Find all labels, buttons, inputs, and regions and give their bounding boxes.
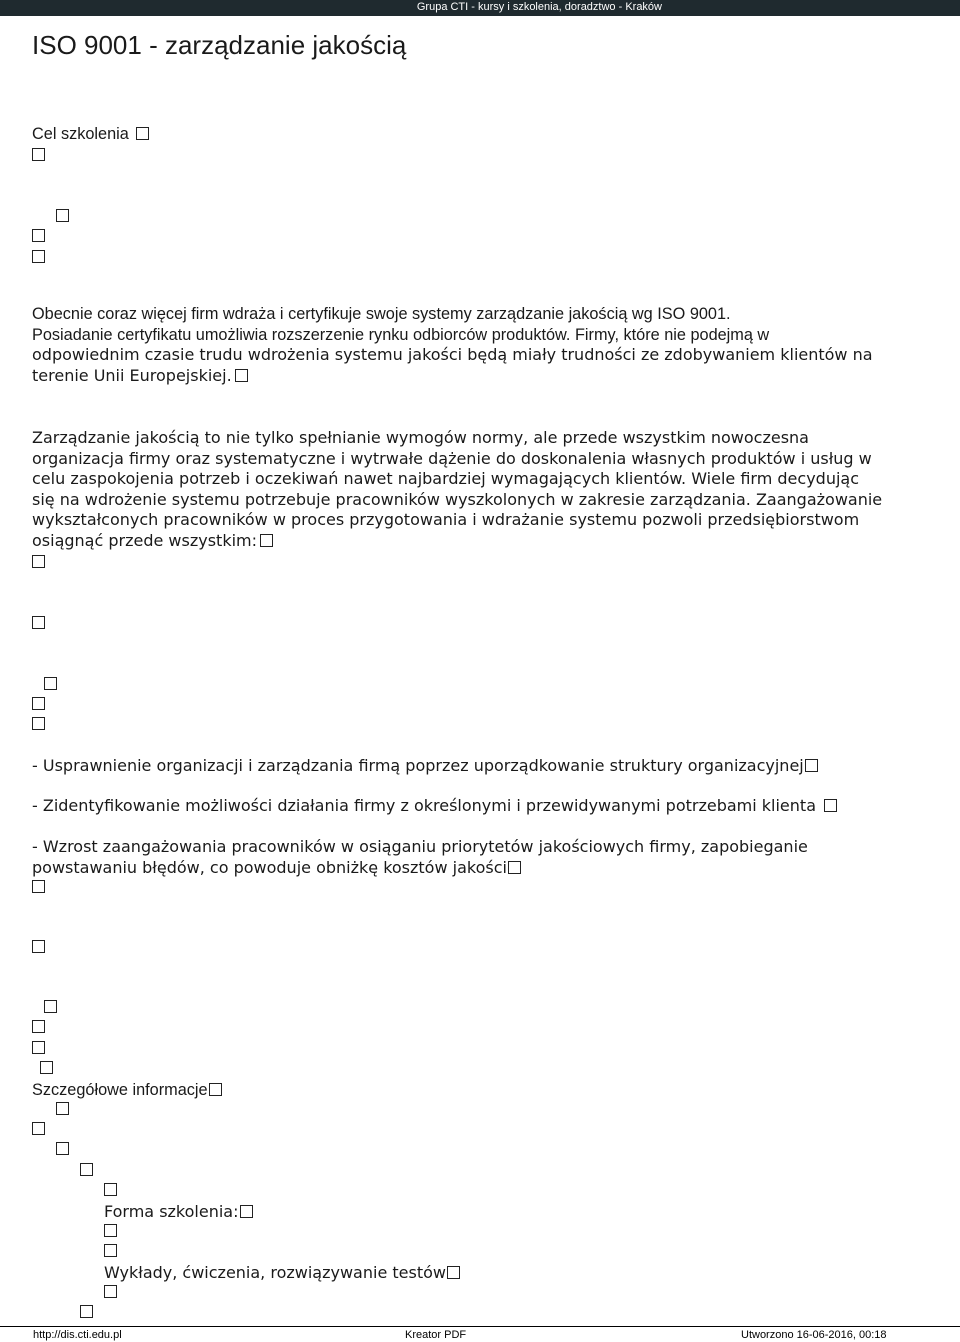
form-label-row	[104, 1202, 253, 1222]
missing-glyph-box-icon	[136, 127, 149, 140]
missing-glyph-box-icon	[40, 1061, 53, 1074]
paragraph-line-last	[32, 366, 932, 387]
form-label-text: Forma szkolenia:	[104, 1202, 239, 1221]
missing-glyph-box-icon	[32, 148, 45, 161]
paragraph-line: Posiadanie certyfikatu umożliwia rozszerzenie rynku odbiorców produktów. Firmy, które nie podejmą w	[32, 325, 770, 344]
header-org-text: Grupa CTI - kursy i szkolenia, doradztwo - Kraków	[416, 1, 662, 13]
paragraph-line: Obecnie coraz więcej firm wdraża i certyfikuje swoje systemy zarządzanie jakością wg ISO 9001.	[32, 305, 731, 323]
missing-glyph-box-icon	[80, 1305, 93, 1318]
page-title: ISO 9001 - zarządzanie jakością	[32, 30, 407, 60]
benefit-item-continued	[32, 858, 521, 878]
paragraph-line: Zarządzanie jakością to nie tylko spełnianie wymogów normy, ale przede wszystkim nowoczesna	[32, 428, 809, 447]
missing-glyph-box-icon	[240, 1205, 253, 1218]
form-value-row	[104, 1263, 460, 1283]
missing-glyph-box-icon	[80, 1163, 93, 1176]
missing-glyph-box-icon	[235, 369, 248, 382]
missing-glyph-box-icon	[44, 1000, 57, 1013]
missing-glyph-box-icon	[209, 1083, 222, 1096]
missing-glyph-box-icon	[32, 229, 45, 242]
paragraph-line: organizacja firmy oraz systematyczne i wytrwałe dążenie do doskonalenia własnych produktów i usług w	[32, 448, 872, 468]
paragraph-line: się na wdrożenie systemu potrzebuje pracowników wyszkolonych w zakresie zarządzania. Zaangażowanie	[32, 489, 883, 509]
missing-glyph-box-icon	[32, 1020, 45, 1033]
missing-glyph-box-icon	[56, 1142, 69, 1155]
missing-glyph-box-icon	[56, 1102, 69, 1115]
missing-glyph-box-icon	[56, 209, 69, 222]
missing-glyph-box-icon	[32, 717, 45, 730]
missing-glyph-box-icon	[32, 555, 45, 568]
benefit-text: - Zidentyfikowanie możliwości działania firmy z określonymi i przewidywanymi potrzebami klienta	[32, 796, 822, 815]
missing-glyph-box-icon	[32, 1041, 45, 1054]
intro-paragraph	[32, 304, 932, 386]
section-goal-heading	[32, 124, 149, 144]
missing-glyph-box-icon	[104, 1244, 117, 1257]
paragraph-text: osiągnąć przede wszystkim:	[32, 530, 258, 550]
quality-paragraph	[32, 428, 932, 551]
paragraph-line: wykształconych pracowników w proces przygotowania i wdrażanie systemu pozwoli przedsiębiorstwom	[32, 510, 860, 529]
benefit-text: - Wzrost zaangażowania pracowników w osiąganiu priorytetów jakościowych firmy, zapobieganie	[32, 837, 808, 856]
section-goal-label: Cel szkolenia	[32, 125, 129, 143]
benefit-text: powstawaniu błędów, co powoduje obniżkę kosztów jakości	[32, 858, 507, 877]
missing-glyph-box-icon	[104, 1183, 117, 1196]
paragraph-line-last	[32, 531, 932, 552]
missing-glyph-box-icon	[260, 534, 273, 547]
missing-glyph-box-icon	[32, 697, 45, 710]
missing-glyph-box-icon	[447, 1266, 460, 1279]
missing-glyph-box-icon	[32, 940, 45, 953]
benefit-item	[32, 756, 818, 776]
paragraph-line: odpowiednim czasie trudu wdrożenia systemu jakości będą miały trudności ze zdobywaniem klientów na	[32, 345, 873, 364]
page-footer	[0, 1326, 960, 1342]
benefit-item	[32, 837, 808, 857]
missing-glyph-box-icon	[104, 1285, 117, 1298]
missing-glyph-box-icon	[32, 616, 45, 629]
details-heading-text: Szczegółowe informacje	[32, 1081, 208, 1099]
benefit-item	[32, 796, 837, 816]
footer-url: http://dis.cti.edu.pl	[33, 1329, 122, 1341]
paragraph-line: celu zaspokojenia potrzeb i oczekiwań nawet najbardziej wymagających klientów. Wiele firm decydując	[32, 469, 859, 488]
details-heading	[32, 1080, 222, 1100]
missing-glyph-box-icon	[508, 861, 521, 874]
benefit-text: - Usprawnienie organizacji i zarządzania firmą poprzez uporządkowanie struktury organizacyjnej	[32, 756, 804, 775]
missing-glyph-box-icon	[32, 250, 45, 263]
footer-creator: Kreator PDF	[405, 1329, 467, 1341]
missing-glyph-box-icon	[824, 799, 837, 812]
missing-glyph-box-icon	[44, 677, 57, 690]
missing-glyph-box-icon	[32, 1122, 45, 1135]
missing-glyph-box-icon	[32, 880, 45, 893]
footer-created: Utworzono 16-06-2016, 00:18	[741, 1329, 887, 1341]
missing-glyph-box-icon	[104, 1224, 117, 1237]
missing-glyph-box-icon	[805, 759, 818, 772]
paragraph-text: terenie Unii Europejskiej.	[32, 365, 232, 385]
form-value-text: Wykłady, ćwiczenia, rozwiązywanie testów	[104, 1263, 446, 1282]
page-header-bar	[0, 0, 960, 16]
